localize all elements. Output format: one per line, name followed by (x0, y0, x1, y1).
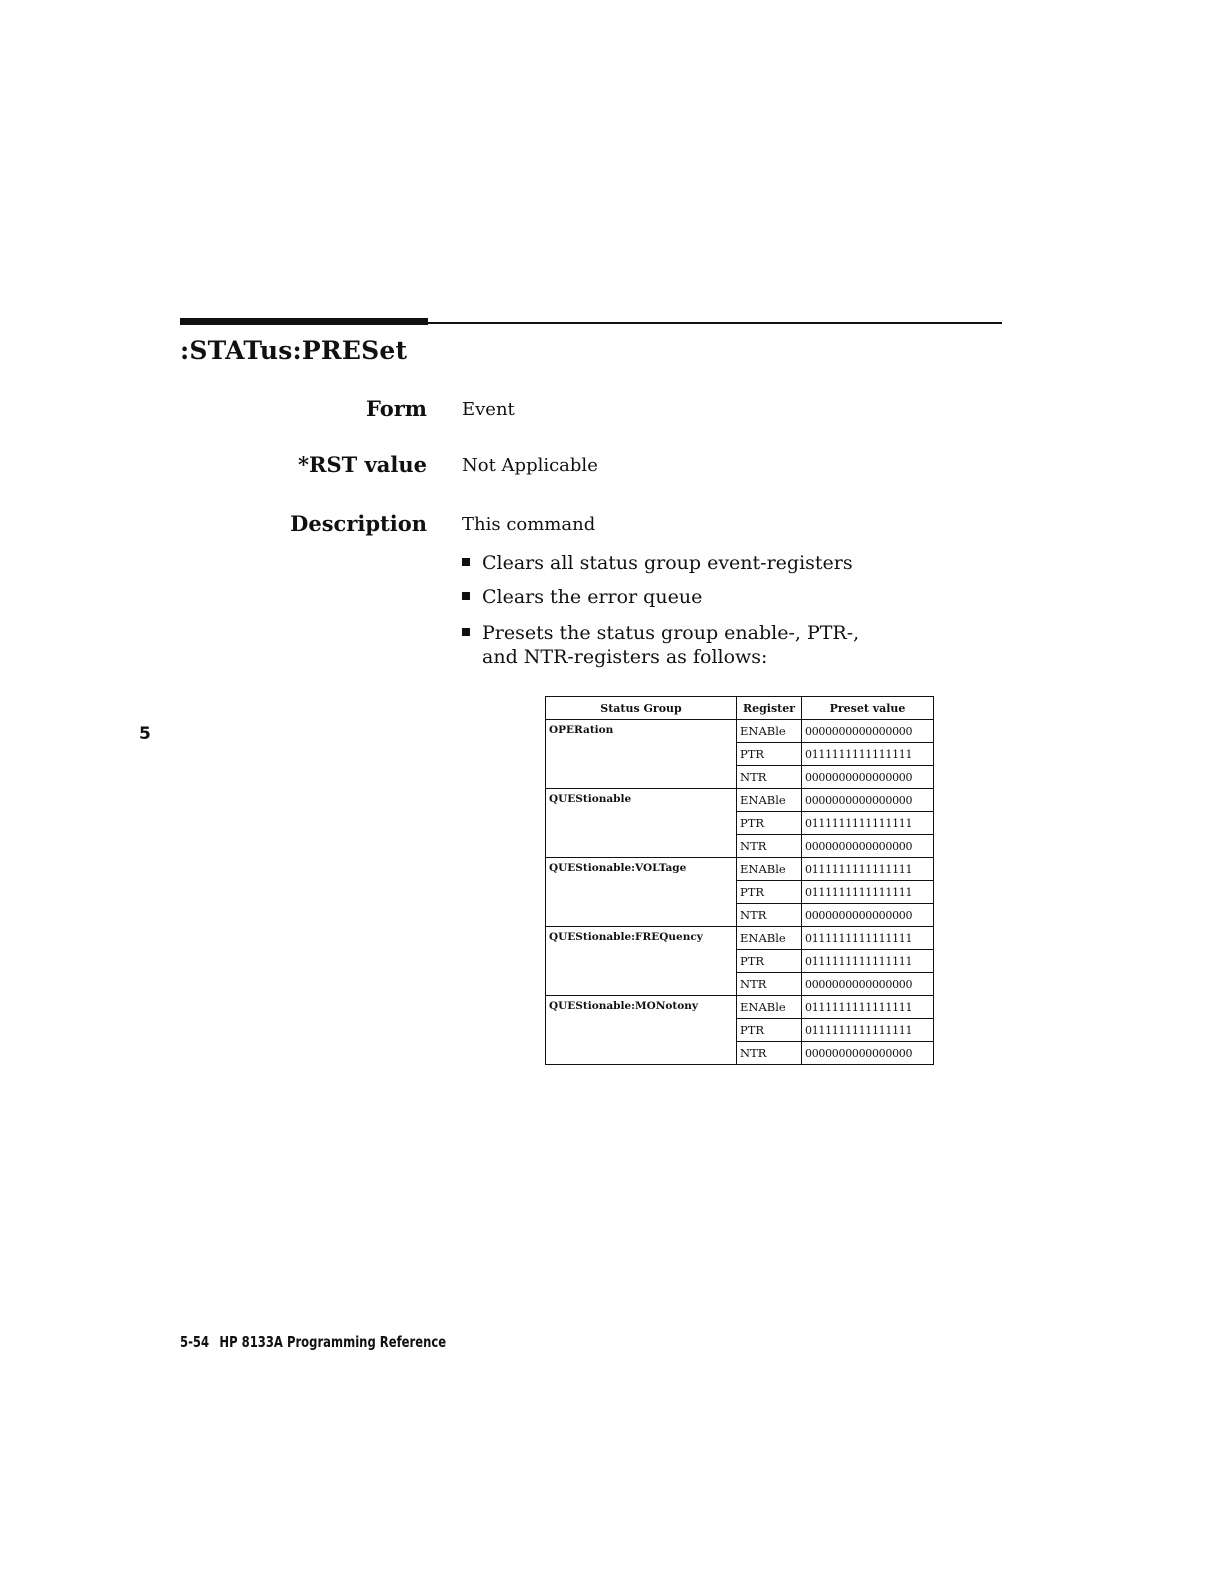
description-label: Description (290, 511, 427, 536)
status-group-cell: QUEStionable (546, 789, 737, 858)
form-value: Event (462, 399, 515, 420)
table-row (546, 720, 934, 743)
register-cell: ENABle (737, 720, 802, 743)
footer-page-number: 5-54 (180, 1333, 210, 1351)
bullet-item: Clears all status group event-registers (462, 551, 853, 575)
page-title: :STATus:PRESet (180, 336, 408, 365)
register-cell: ENABle (737, 996, 802, 1019)
preset-value-cell: 0111111111111111 (802, 950, 934, 973)
table-row (546, 996, 934, 1019)
preset-value-cell: 0111111111111111 (802, 858, 934, 881)
table-header-row (546, 697, 934, 720)
table-row (546, 789, 934, 812)
register-cell: NTR (737, 973, 802, 996)
table-row (546, 858, 934, 881)
register-cell: NTR (737, 1042, 802, 1065)
register-cell: PTR (737, 812, 802, 835)
bullet-square-icon (462, 558, 470, 566)
register-cell: ENABle (737, 789, 802, 812)
status-group-cell: QUEStionable:FREQuency (546, 927, 737, 996)
preset-value-cell: 0000000000000000 (802, 720, 934, 743)
description-value: This command (462, 514, 596, 535)
register-cell: ENABle (737, 858, 802, 881)
bullet-item: Clears the error queue (462, 585, 702, 609)
register-cell: NTR (737, 766, 802, 789)
preset-value-cell: 0000000000000000 (802, 789, 934, 812)
rst-value: Not Applicable (462, 455, 598, 476)
header-register: Register (737, 697, 802, 720)
header-preset-value: Preset value (802, 697, 934, 720)
preset-value-cell: 0000000000000000 (802, 1042, 934, 1065)
register-cell: NTR (737, 904, 802, 927)
register-cell: PTR (737, 743, 802, 766)
preset-value-cell: 0111111111111111 (802, 927, 934, 950)
page-footer (180, 1333, 446, 1351)
register-cell: NTR (737, 835, 802, 858)
bullet-square-icon (462, 628, 470, 636)
status-group-cell: QUEStionable:VOLTage (546, 858, 737, 927)
preset-value-cell: 0111111111111111 (802, 812, 934, 835)
table-row (546, 927, 934, 950)
bullet-square-icon (462, 592, 470, 600)
chapter-number: 5 (139, 724, 151, 744)
register-cell: PTR (737, 881, 802, 904)
preset-values-table (545, 696, 934, 1065)
header-status-group: Status Group (546, 697, 737, 720)
register-cell: PTR (737, 950, 802, 973)
preset-value-cell: 0000000000000000 (802, 973, 934, 996)
preset-value-cell: 0000000000000000 (802, 904, 934, 927)
rst-label: *RST value (298, 452, 427, 477)
bullet-item: Presets the status group enable-, PTR-, and NTR-registers as follows: (462, 621, 882, 669)
status-group-cell: QUEStionable:MONotony (546, 996, 737, 1065)
preset-value-cell: 0000000000000000 (802, 766, 934, 789)
form-label: Form (365, 396, 427, 421)
preset-value-cell: 0111111111111111 (802, 743, 934, 766)
footer-manual-title: HP 8133A Programming Reference (219, 1333, 447, 1351)
preset-value-cell: 0111111111111111 (802, 996, 934, 1019)
preset-value-cell: 0111111111111111 (802, 1019, 934, 1042)
register-cell: ENABle (737, 927, 802, 950)
register-cell: PTR (737, 1019, 802, 1042)
preset-value-cell: 0111111111111111 (802, 881, 934, 904)
preset-value-cell: 0000000000000000 (802, 835, 934, 858)
status-group-cell: OPERation (546, 720, 737, 789)
header-rule-thin (180, 322, 1002, 324)
